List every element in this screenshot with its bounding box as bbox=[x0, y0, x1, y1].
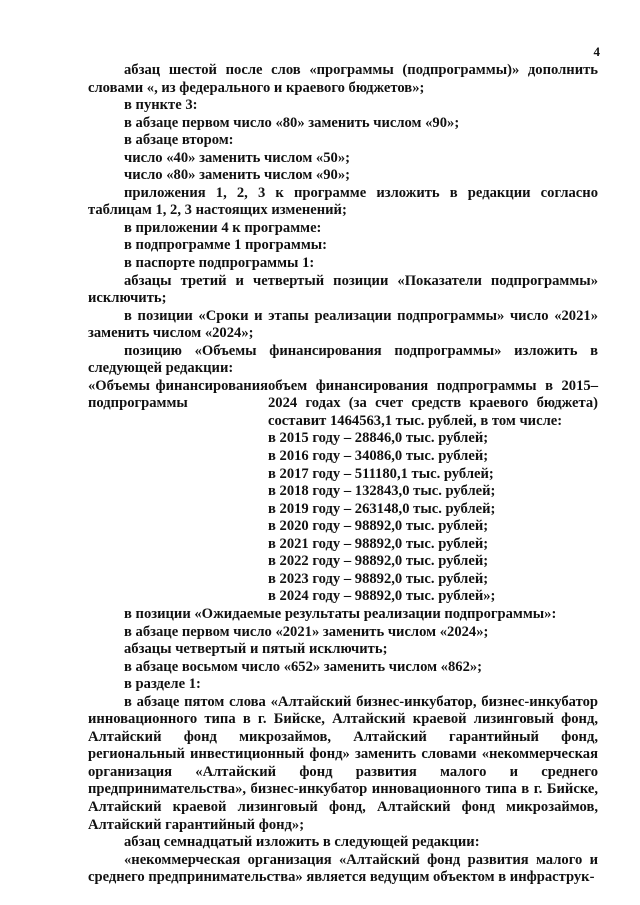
year-financing-line: в 2020 году – 98892,0 тыс. рублей; bbox=[268, 518, 489, 535]
paragraph: в позиции «Сроки и этапы реализации подпрограммы» число «2021» заменить числом «2024»; bbox=[88, 307, 598, 342]
paragraph: в подпрограмме 1 программы: bbox=[124, 237, 328, 254]
paragraph: число «80» заменить числом «90»; bbox=[124, 167, 350, 184]
year-financing-line: в 2021 году – 98892,0 тыс. рублей; bbox=[268, 535, 489, 552]
paragraph: в разделе 1: bbox=[124, 676, 201, 693]
paragraph: абзацы четвертый и пятый исключить; bbox=[124, 641, 388, 658]
paragraph: абзацы третий и четвертый позиции «Показатели подпрограммы» исключить; bbox=[88, 272, 598, 307]
paragraph: в позиции «Ожидаемые результаты реализации подпрограммы»: bbox=[124, 605, 557, 622]
paragraph: позицию «Объемы финансирования подпрограммы» изложить в следующей редакции: bbox=[88, 342, 598, 377]
paragraph: в абзаце восьмом число «652» заменить числом «862»; bbox=[124, 658, 483, 675]
paragraph: приложения 1, 2, 3 к программе изложить в редакции согласно таблицам 1, 2, 3 настоящих изменений; bbox=[88, 184, 598, 219]
year-financing-line: в 2023 году – 98892,0 тыс. рублей; bbox=[268, 570, 489, 587]
passport-position-table bbox=[88, 378, 598, 606]
position-value-cell bbox=[268, 378, 598, 606]
page-number: 4 bbox=[593, 44, 600, 59]
document-body bbox=[88, 62, 598, 887]
year-financing-line: в 2018 году – 132843,0 тыс. рублей; bbox=[268, 483, 496, 500]
year-financing-line: в 2016 году – 34086,0 тыс. рублей; bbox=[268, 448, 489, 465]
paragraph: число «40» заменить числом «50»; bbox=[124, 149, 350, 166]
year-financing-line: в 2019 году – 263148,0 тыс. рублей; bbox=[268, 500, 496, 517]
year-financing-line: в 2024 году – 98892,0 тыс. рублей»; bbox=[268, 588, 496, 605]
paragraph: абзац шестой после слов «программы (подпрограммы)» дополнить словами «, из федерального и краевого бюджетов»; bbox=[88, 62, 598, 96]
paragraph: в приложении 4 к программе: bbox=[124, 219, 322, 236]
year-financing-line: в 2022 году – 98892,0 тыс. рублей; bbox=[268, 553, 489, 570]
paragraph: «некоммерческая организация «Алтайский фонд развития малого и среднего предпринимательства» является ведущим объектом в инфраструк- bbox=[88, 851, 598, 886]
paragraph: абзац семнадцатый изложить в следующей редакции: bbox=[124, 834, 480, 851]
paragraph: в абзаце первом число «80» заменить числом «90»; bbox=[124, 114, 460, 131]
paragraph: в пункте 3: bbox=[124, 97, 198, 114]
paragraph: в паспорте подпрограммы 1: bbox=[124, 255, 315, 272]
year-financing-line: в 2017 году – 511180,1 тыс. рублей; bbox=[268, 465, 494, 482]
year-financing-line: в 2015 году – 28846,0 тыс. рублей; bbox=[268, 430, 489, 447]
position-name-cell: «Объемы финансирования подпрограммы bbox=[88, 377, 268, 412]
financing-intro: объем финансирования подпрограммы в 2015–2024 годах (за счет средств краевого бюджета) составит 1464563,1 тыс. рублей, в том числе: bbox=[268, 377, 598, 429]
paragraph: в абзаце пятом слова «Алтайский бизнес-инкубатор, бизнес-инкубатор инновационного типа в г. Бийске, Алтайский краевой лизинговый фонд, Алтайский фонд микрозаймов, Алтайский гарантийный фонд, региональный инвестиционный фонд» заменить словами «некоммерческая организация «Алтайский фонд развития малого и среднего предпринимательства», бизнес-инкубатор инновационного типа в г. Бийске, Алтайский краевой лизинговый фонд, Алтайский фонд микрозаймов, Алтайский гарантийный фонд»; bbox=[88, 693, 598, 833]
paragraph: в абзаце первом число «2021» заменить числом «2024»; bbox=[124, 623, 489, 640]
paragraph: в абзаце втором: bbox=[124, 132, 234, 149]
